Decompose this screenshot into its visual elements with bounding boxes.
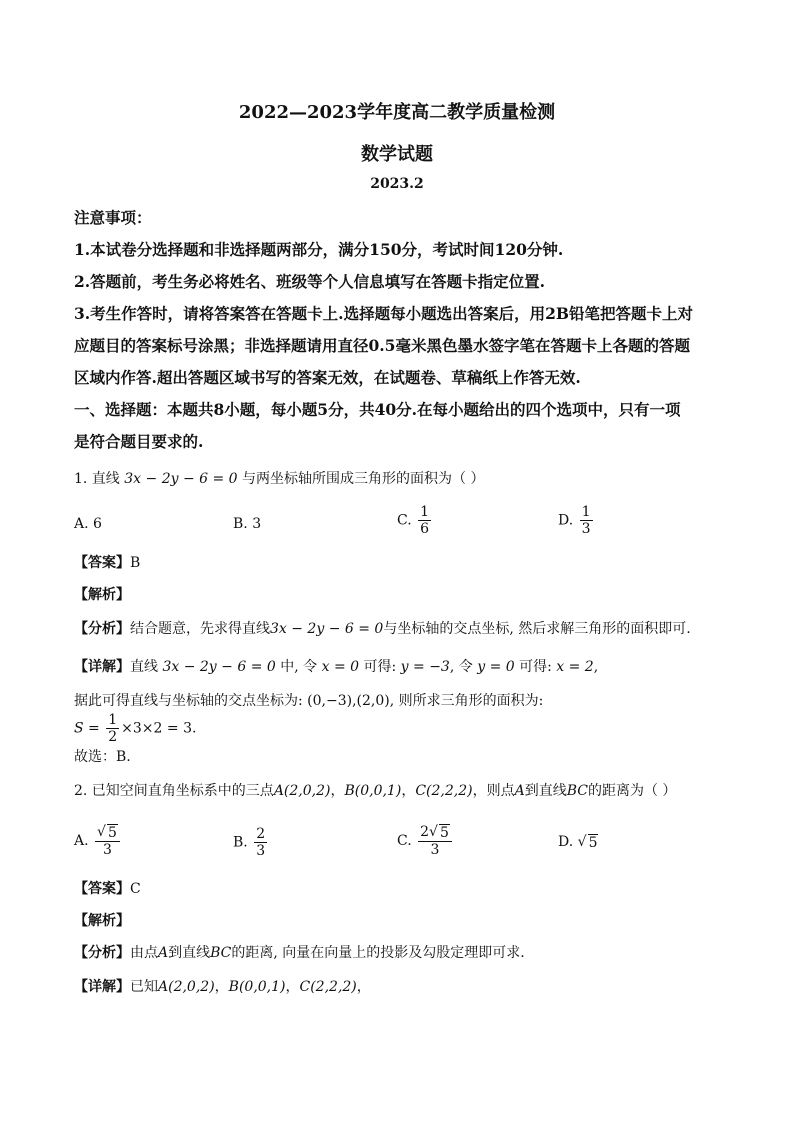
analysis-tag: 【解析】	[74, 913, 130, 929]
note-item-2: 2.答题前，考生务必将姓名、班级等个人信息填写在答题卡指定位置.	[74, 272, 546, 291]
note-item-3: 3.考生作答时，请将答案答在答题卡上.选择题每小题选出答案后，用2B铅笔把答题卡上对	[74, 304, 693, 323]
fraction-numerator: 1	[420, 504, 430, 520]
exam-date: 2023.2	[370, 176, 424, 192]
detail-math: y = −3	[400, 659, 450, 675]
q2-fenxi	[74, 942, 724, 962]
notes-heading: 注意事项：	[74, 208, 152, 227]
q1-option-b	[233, 516, 261, 532]
option-value: 3	[252, 516, 262, 532]
q1-suffix: 与两坐标轴所围成三角形的面积为（ ）	[242, 471, 485, 487]
coefficient: 2	[420, 824, 430, 840]
detail-text: 可得:	[519, 659, 552, 675]
sqrt: √ 5	[97, 824, 117, 841]
option-label: B.	[233, 834, 248, 851]
option-label: D.	[558, 512, 574, 529]
sqrt: √ 5	[429, 824, 449, 841]
section-heading: 一、选择题：本题共8小题，每小题5分，共40分.在每小题给出的四个选项中，只有一项	[74, 400, 681, 419]
q2-option-b	[233, 826, 269, 859]
fenxi-text: 由点	[130, 945, 158, 961]
radicand: 5	[439, 825, 449, 841]
q1-analysis-tag	[74, 584, 724, 604]
radicand: 5	[588, 835, 598, 851]
q1-answer	[74, 552, 724, 572]
detail-text: 可得:	[363, 659, 397, 675]
q2-option-c	[397, 824, 454, 858]
exam-title: 2022—2023学年度高二教学质量检测	[238, 102, 556, 123]
detail-tag: 【详解】	[74, 659, 130, 675]
detail-text: 直线	[130, 659, 158, 675]
q1-option-d	[558, 504, 595, 537]
section-heading-cont: 是符合题目要求的.	[74, 432, 204, 451]
detail-math: x = 0	[321, 659, 360, 675]
q1-choice: 故选：B.	[74, 749, 131, 765]
line-label: BC	[210, 945, 232, 961]
detail-text: ,	[593, 659, 599, 675]
area-lhs: S =	[74, 720, 100, 737]
detail-tag: 【详解】	[74, 979, 130, 995]
answer-value: B	[130, 555, 141, 571]
note-item-3-end: 区域内作答.超出答题区域书写的答案无效，在试题卷、草稿纸上作答无效.	[74, 368, 581, 387]
q2-prefix: 2. 已知空间直角坐标系中的三点	[74, 783, 274, 799]
fenxi-text: 的距离, 向量在向量上的投影及勾股定理即可求.	[231, 945, 525, 961]
fraction-numerator	[95, 824, 120, 842]
point-b: B(0,0,1)	[344, 783, 402, 799]
fraction-numerator: 1	[581, 504, 591, 520]
fraction	[418, 824, 452, 858]
point-c: C(2,2,2)	[415, 783, 473, 799]
fraction-numerator: 2	[256, 826, 266, 842]
point-b: B(0,0,1)	[228, 979, 286, 995]
fenxi-text: 结合题意，先求得直线	[130, 621, 270, 637]
detail-text: , 令	[449, 659, 473, 675]
detail-math: x = 2	[556, 659, 594, 675]
detail-math: y = 0	[477, 659, 515, 675]
q1-area	[74, 712, 724, 745]
fenxi-text: 到直线	[168, 945, 211, 961]
option-label: C.	[397, 833, 412, 850]
detail-equation: 3x − 2y − 6 = 0	[162, 659, 276, 675]
point-label: A	[158, 945, 169, 961]
q1-option-c	[397, 504, 433, 537]
q2-detail	[74, 976, 724, 996]
fraction	[580, 504, 593, 537]
fenxi-tag: 【分析】	[74, 621, 130, 637]
fraction	[418, 504, 431, 537]
question-1	[74, 468, 724, 488]
fraction-denominator: 3	[102, 842, 112, 859]
option-value: 6	[93, 516, 102, 532]
separator: ，	[214, 979, 229, 995]
detail-text: 中, 令	[280, 659, 318, 675]
point-c: C(2,2,2)	[299, 979, 357, 995]
fraction	[106, 712, 119, 745]
q1-fenxi	[74, 618, 724, 638]
analysis-tag: 【解析】	[74, 587, 130, 603]
question-2	[74, 780, 724, 800]
fraction-denominator: 3	[256, 843, 266, 860]
q1-detail	[74, 656, 724, 676]
fraction-denominator: 3	[581, 521, 591, 538]
q2-text: 到直线	[524, 783, 567, 799]
fraction	[254, 826, 267, 859]
detail-text: , 则所求三角形的面积为:	[389, 693, 544, 709]
note-item-3-cont: 应题目的答案标号涂黑；非选择题请用直径0.5毫米黑色墨水签字笔在答题卡上各题的答题	[74, 336, 690, 355]
point-label: A	[514, 783, 525, 799]
radicand: 5	[107, 825, 117, 841]
q2-answer	[74, 878, 724, 898]
answer-tag: 【答案】	[74, 881, 130, 897]
q2-analysis-tag	[74, 910, 724, 930]
fraction-numerator	[418, 824, 452, 842]
separator: ，	[330, 783, 345, 799]
sqrt: √ 5	[577, 834, 598, 851]
q1-equation: 3x − 2y − 6 = 0	[124, 471, 238, 487]
point-a: A(2,0,2)	[158, 979, 215, 995]
option-label: A.	[74, 833, 89, 850]
q2-option-d	[558, 834, 598, 851]
detail-math: (0,−3),(2,0)	[307, 693, 390, 709]
q2-text: ，则点	[472, 783, 515, 799]
q1-option-a	[74, 516, 102, 532]
separator: ，	[401, 783, 416, 799]
fraction-denominator: 3	[430, 842, 440, 859]
answer-tag: 【答案】	[74, 555, 130, 571]
point-a: A(2,0,2)	[273, 783, 331, 799]
separator: ，	[356, 979, 371, 995]
answer-value: C	[130, 881, 141, 897]
separator: ，	[285, 979, 300, 995]
detail-text: 据此可得直线与坐标轴的交点坐标为:	[74, 693, 303, 709]
fraction	[95, 824, 120, 858]
q2-option-a	[74, 824, 122, 858]
fraction-denominator: 6	[420, 521, 430, 538]
detail-text: 已知	[130, 979, 158, 995]
q1-prefix: 1. 直线	[74, 471, 120, 487]
exam-subject: 数学试题	[361, 144, 433, 165]
option-label: A.	[74, 516, 89, 532]
fenxi-text: 与坐标轴的交点坐标, 然后求解三角形的面积即可.	[383, 621, 691, 637]
q2-suffix: 的距离为（ ）	[587, 783, 677, 799]
fenxi-equation: 3x − 2y − 6 = 0	[270, 621, 384, 637]
line-label: BC	[566, 783, 588, 799]
fenxi-tag: 【分析】	[74, 945, 130, 961]
q1-intercepts	[74, 690, 724, 710]
option-label: D.	[558, 834, 574, 850]
option-label: B.	[233, 516, 248, 532]
fraction-numerator: 1	[108, 712, 118, 728]
area-rhs: ×3×2 = 3.	[121, 720, 197, 737]
note-item-1: 1.本试卷分选择题和非选择题两部分，满分150分，考试时间120分钟.	[74, 240, 564, 259]
fraction-denominator: 2	[108, 729, 118, 746]
option-label: C.	[397, 512, 412, 529]
